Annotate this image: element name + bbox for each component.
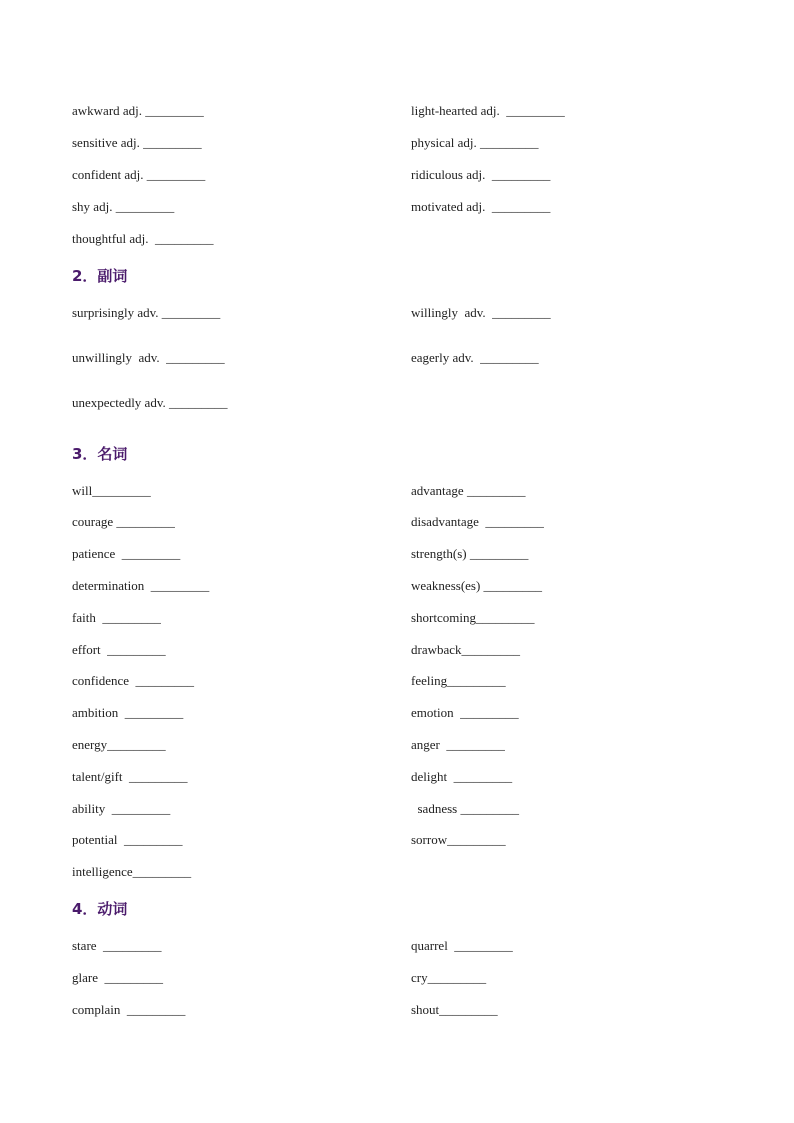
vocab-item: courage _________ bbox=[72, 514, 175, 529]
noun-row bbox=[72, 766, 732, 788]
adj-row bbox=[72, 164, 732, 186]
vocab-item: disadvantage _________ bbox=[411, 514, 544, 529]
noun-row bbox=[72, 702, 732, 724]
vocab-item: physical adj. _________ bbox=[411, 135, 539, 150]
vocab-item: ridiculous adj. _________ bbox=[411, 167, 551, 182]
noun-row bbox=[72, 543, 732, 565]
vocab-item: stare _________ bbox=[72, 938, 162, 953]
vocab-item: determination _________ bbox=[72, 578, 210, 593]
vocab-item: complain _________ bbox=[72, 1002, 186, 1017]
vocab-item: thoughtful adj. _________ bbox=[72, 231, 214, 246]
vocab-item: willingly adv. _________ bbox=[411, 305, 551, 320]
vocab-item: strength(s) _________ bbox=[411, 546, 529, 561]
vocab-item: potential _________ bbox=[72, 832, 183, 847]
adj-row bbox=[72, 228, 732, 250]
noun-row bbox=[72, 734, 732, 756]
vocab-item: intelligence_________ bbox=[72, 864, 192, 879]
noun-row bbox=[72, 480, 732, 502]
vocab-item: quarrel _________ bbox=[411, 938, 513, 953]
adj-row bbox=[72, 196, 732, 218]
adv-row bbox=[72, 392, 732, 414]
vocab-item: drawback_________ bbox=[411, 642, 521, 657]
vocab-item: energy_________ bbox=[72, 737, 166, 752]
vocab-item: shout_________ bbox=[411, 1002, 498, 1017]
noun-row bbox=[72, 607, 732, 629]
noun-row bbox=[72, 575, 732, 597]
vocab-item: unexpectedly adv. _________ bbox=[72, 395, 228, 410]
vocab-item: glare _________ bbox=[72, 970, 163, 985]
section-heading-adverbs: 2．副词 bbox=[72, 267, 128, 285]
adj-row bbox=[72, 132, 732, 154]
noun-row bbox=[72, 639, 732, 661]
vocab-item: eagerly adv. _________ bbox=[411, 350, 539, 365]
vocab-item: will_________ bbox=[72, 483, 151, 498]
section-heading-verbs: 4．动词 bbox=[72, 900, 128, 918]
vocab-item: faith _________ bbox=[72, 610, 161, 625]
vocab-item: light-hearted adj. _________ bbox=[411, 103, 565, 118]
vocab-item: sensitive adj. _________ bbox=[72, 135, 202, 150]
vocab-item: cry_________ bbox=[411, 970, 487, 985]
section-heading-nouns: 3．名词 bbox=[72, 445, 128, 463]
vocab-item: sorrow_________ bbox=[411, 832, 506, 847]
vocab-item: ambition _________ bbox=[72, 705, 184, 720]
vocab-item: ability _________ bbox=[72, 801, 171, 816]
adv-row bbox=[72, 347, 732, 369]
vocab-item: confident adj. _________ bbox=[72, 167, 206, 182]
vocab-item: motivated adj. _________ bbox=[411, 199, 551, 214]
vocab-item: confidence _________ bbox=[72, 673, 195, 688]
vocab-item: surprisingly adv. _________ bbox=[72, 305, 221, 320]
vocab-item: effort _________ bbox=[72, 642, 166, 657]
vocab-item: sadness _________ bbox=[411, 801, 519, 816]
vocab-item: shortcoming_________ bbox=[411, 610, 535, 625]
noun-row bbox=[72, 861, 732, 883]
vocab-item: weakness(es) _________ bbox=[411, 578, 543, 593]
verb-row bbox=[72, 967, 732, 989]
noun-row bbox=[72, 511, 732, 533]
vocab-item: delight _________ bbox=[411, 769, 513, 784]
verb-row bbox=[72, 935, 732, 957]
vocab-item: anger _________ bbox=[411, 737, 505, 752]
vocab-item: feeling_________ bbox=[411, 673, 506, 688]
vocab-item: unwillingly adv. _________ bbox=[72, 350, 225, 365]
verb-row bbox=[72, 999, 732, 1021]
adv-row bbox=[72, 302, 732, 324]
vocab-item: shy adj. _________ bbox=[72, 199, 175, 214]
noun-row bbox=[72, 798, 732, 820]
vocab-item: awkward adj. _________ bbox=[72, 103, 204, 118]
adj-row bbox=[72, 100, 732, 122]
vocab-item: patience _________ bbox=[72, 546, 181, 561]
noun-row bbox=[72, 670, 732, 692]
vocab-item: emotion _________ bbox=[411, 705, 519, 720]
vocab-item: talent/gift _________ bbox=[72, 769, 188, 784]
vocab-item: advantage _________ bbox=[411, 483, 526, 498]
noun-row bbox=[72, 829, 732, 851]
